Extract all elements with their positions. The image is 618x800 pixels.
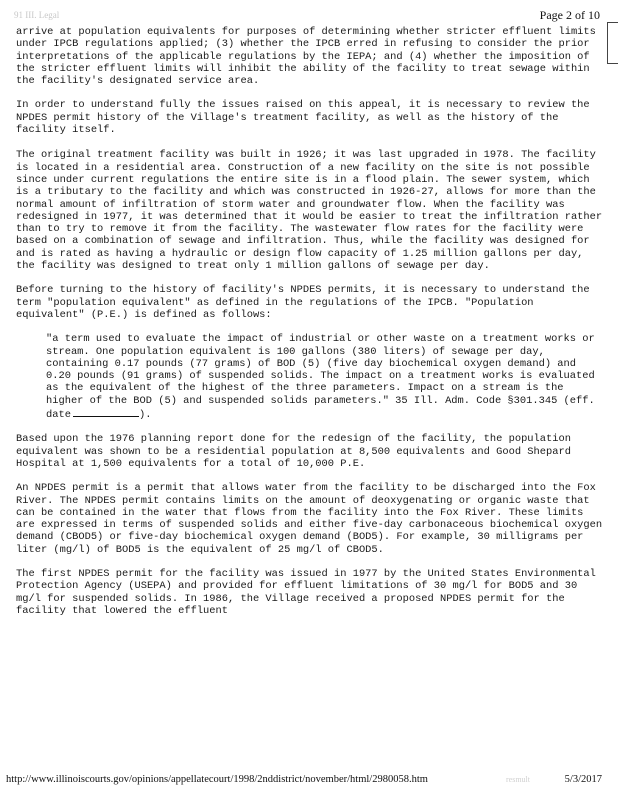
- page-header: [14, 8, 604, 26]
- paragraph-issues-continued: arrive at population equivalents for purposes of determining whether stricter effluent limits under IPCB regulations applied; (3) whether the IPCB erred in refusing to consider the prior interpretations of the applicable regulations by the IEPA; and (4) whether the imposition of the stricter effluent limits will inhibit the ability of the facility to treat sewage within the facility's designated service area.: [16, 26, 596, 88]
- document-body: [16, 26, 604, 629]
- corner-bracket-mark: [607, 22, 618, 64]
- paragraph-first-permit: The first NPDES permit for the facility was issued in 1977 by the United States Environmental Protection Agency (USEPA) and provided for effluent limitations of 30 mg/l for BOD5 and 30 mg/l for suspended solids. In 1986, the Village received a proposed NPDES permit for the facility that lowered the effluent: [16, 567, 596, 617]
- paragraph-npdes-permit: An NPDES permit is a permit that allows water from the facility to be discharged into the Fox River. The NPDES permit contains limits on the amount of deoxygenating or organic waste that can be contained in the water that flows from the facility into the Fox River. These limits are expressed in terms of suspended solids and either five-day carbonaceous biochemical oxygen demand (CBOD5) or five-day biochemical oxygen demand (BOD5). For example, 30 milligrams per liter (mg/l) of BOD5 is the equivalent of 25 mg/l of CBOD5.: [16, 482, 603, 556]
- quote-end: ).: [138, 409, 152, 422]
- source-url: http://www.illinoiscourts.gov/opinions/appellatecourt/1998/2nddistrict/november/html/2980058.htm: [6, 774, 428, 785]
- paragraph-population-equivalent-intro: Before turning to the history of facility's NPDES permits, it is necessary to understand the term "population equivalent" as defined in the regulations of the IPCB. "Population equivalent" (P.E.) is defined as follows:: [16, 284, 590, 321]
- paragraph-facility-history: The original treatment facility was built in 1926; it was last upgraded in 1978. The facility is located in a residential area. Construction of a new facility on the site is not possible since under current regulations the entire site is in a flood plain. The sewer system, which is a tributary to the facility and which was constructed in 1926-27, allows for more than the normal amount of infiltration of storm water and groundwater flow. When the facility was redesigned in 1977, it was determined that it would be easier to treat the infiltration rather than to try to remove it from the facility. The wastewater flow rates for the facility were based on a combination of sewage and infiltration. Thus, while the facility was designed for and is rated as having a hydraulic or design flow capacity of 1.25 million gallons per day, the facility was designed to treat only 1 million gallons of sewage per day.: [16, 149, 603, 273]
- quote-text: "a term used to evaluate the impact of industrial or other waste on a treatment works or stream. One population equivalent is 100 gallons (380 liters) of sewage per day, containing 0.17 pounds (77 grams) of BOD (5) (five day biochemical oxygen demand) and 0.20 pounds (91 grams) of suspended solids. The impact on a treatment works is evaluated as the equivalent of the highest of the three parameters. Impact on a stream is the higher of the BOD (5) and suspended solids parameters." 35 Ill. Adm. Code §301.345 (eff. date: [46, 333, 595, 422]
- paragraph-planning-report: Based upon the 1976 planning report done for the redesign of the facility, the population equivalent was shown to be a residential population at 8,500 equivalents and Good Shepard Hospital at 1,500 equivalents for a total of 10,000 P.E.: [16, 433, 571, 470]
- quote-population-equivalent-definition: [46, 333, 604, 421]
- date-blank-line: [73, 407, 139, 417]
- page-number: Page 2 of 10: [539, 8, 600, 22]
- page-footer: [6, 774, 602, 786]
- paragraph-review-intro: In order to understand fully the issues raised on this appeal, it is necessary to review the NPDES permit history of the Village's treatment facility, as well as the history of the facility itself.: [16, 99, 590, 137]
- footer-faint-text: resmult: [506, 775, 530, 784]
- print-date: 5/3/2017: [564, 774, 602, 785]
- header-faint-title: 91 III. Legal: [14, 10, 60, 20]
